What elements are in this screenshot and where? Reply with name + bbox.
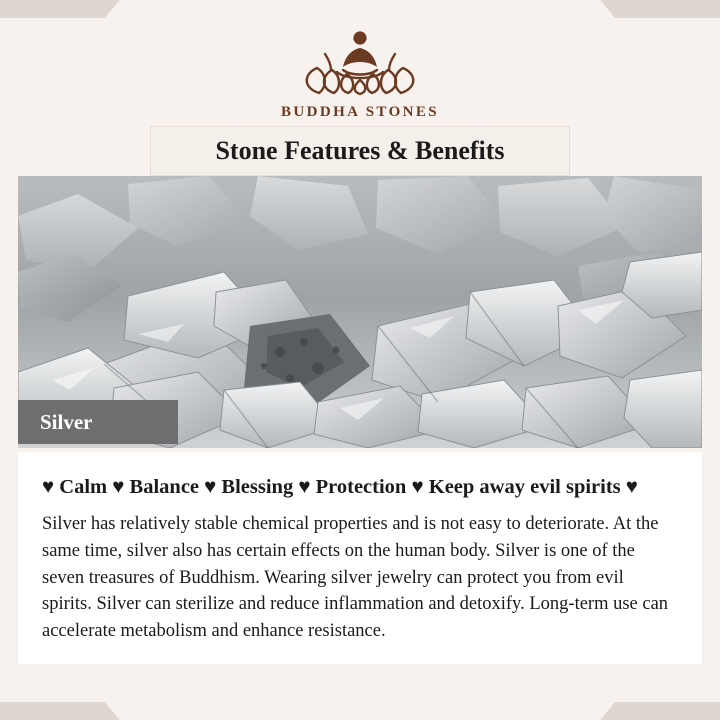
description-text: Silver has relatively stable chemical properties and is not easy to deteriorate. At the same time, silver also has certain effects on the human body. Silver is one of the seven treasures of Buddhism. Wearing silver jewelry can protect you from evil spirits. Silver can sterilize and reduce inflammation and detoxify. Long-term use can accelerate metabolism and enhance resistance.: [42, 514, 669, 642]
brand-logo: [0, 24, 720, 121]
benefits-line: ♥ Calm ♥ Balance ♥ Blessing ♥ Protection ♥ Keep away evil spirits ♥: [42, 476, 638, 498]
section-title-banner: [150, 126, 570, 176]
lotus-meditation-icon: [285, 24, 435, 98]
corner-decoration-top-right: [600, 0, 720, 18]
content-panel: [18, 452, 702, 664]
page-title: Stone Features & Benefits: [215, 136, 505, 165]
stone-name-badge: [18, 400, 178, 444]
corner-decoration-top-left: [0, 0, 120, 18]
stone-name: Silver: [40, 409, 93, 434]
corner-decoration-bottom-right: [600, 702, 720, 720]
corner-decoration-bottom-left: [0, 702, 120, 720]
brand-name: BUDDHA STONES: [280, 104, 440, 120]
